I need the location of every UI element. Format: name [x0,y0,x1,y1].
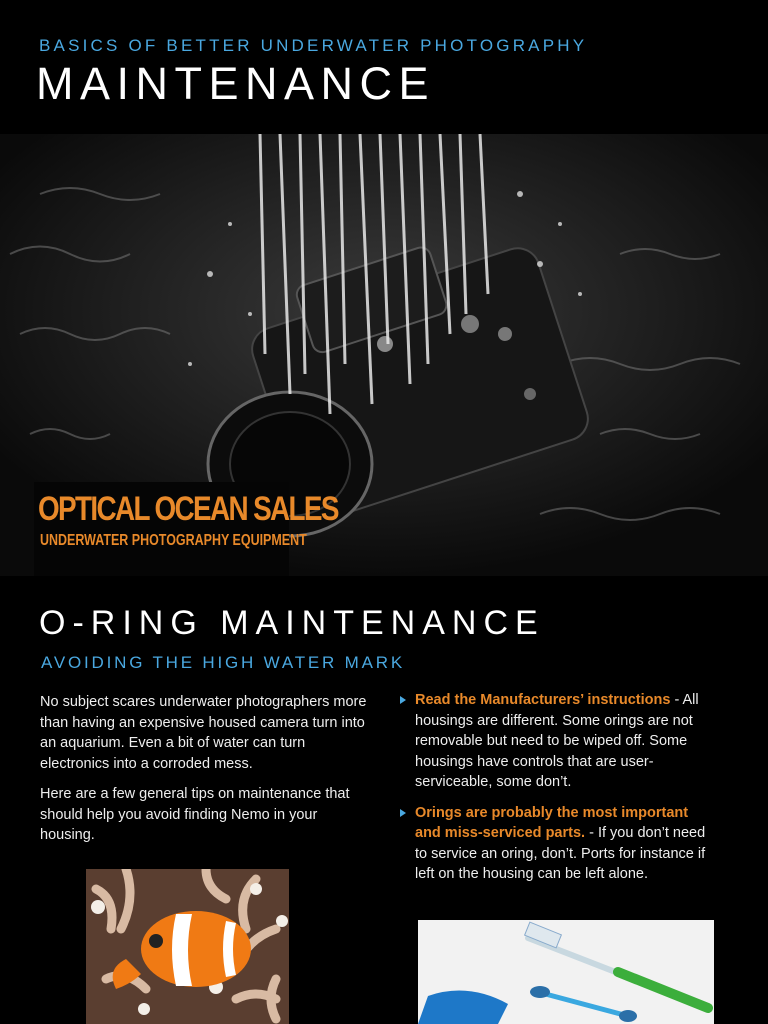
page-header [0,0,768,134]
tip-item [398,803,708,885]
toothbrush-tools-photo [418,920,714,1024]
tip-lead: Orings are probably the most important and miss-serviced parts. [415,804,689,841]
tip-item [398,690,708,793]
bullet-arrow-icon [400,696,406,704]
clownfish-photo [86,869,289,1024]
intro-column [40,692,370,856]
page-title: MAINTENANCE [36,58,436,109]
optical-ocean-sales-logo [34,482,338,576]
tip-text: - All housings are different. Some orings are not removable but need to be wiped off. Some housings have controls that are user-serviceable, some don’t. [415,692,699,790]
tips-list [398,690,708,895]
tip-text: - If you don’t need to service an oring, don’t. Ports for instance if left on the housing can be left alone. [415,825,706,882]
section-title: O-RING MAINTENANCE [39,604,545,642]
tip-lead: Read the Manufacturers’ instructions [415,692,671,708]
bullet-arrow-icon [400,809,406,817]
intro-paragraph-1: No subject scares underwater photographers more than having an expensive housed camera turn into an aquarium. Even a bit of water can turn electronics into a corroded mess. [40,694,367,772]
series-kicker: BASICS OF BETTER UNDERWATER PHOTOGRAPHY [39,36,588,55]
intro-paragraph-2: Here are a few general tips on maintenance that should help you avoid finding Nemo in your housing. [40,786,350,843]
logo-sub-text: UNDERWATER PHOTOGRAPHY EQUIPMENT [40,532,307,549]
section-subtitle: AVOIDING THE HIGH WATER MARK [41,653,405,672]
logo-main-text: OPTICAL OCEAN SALES [38,490,338,528]
hero-photo-camera-splash [0,134,768,576]
